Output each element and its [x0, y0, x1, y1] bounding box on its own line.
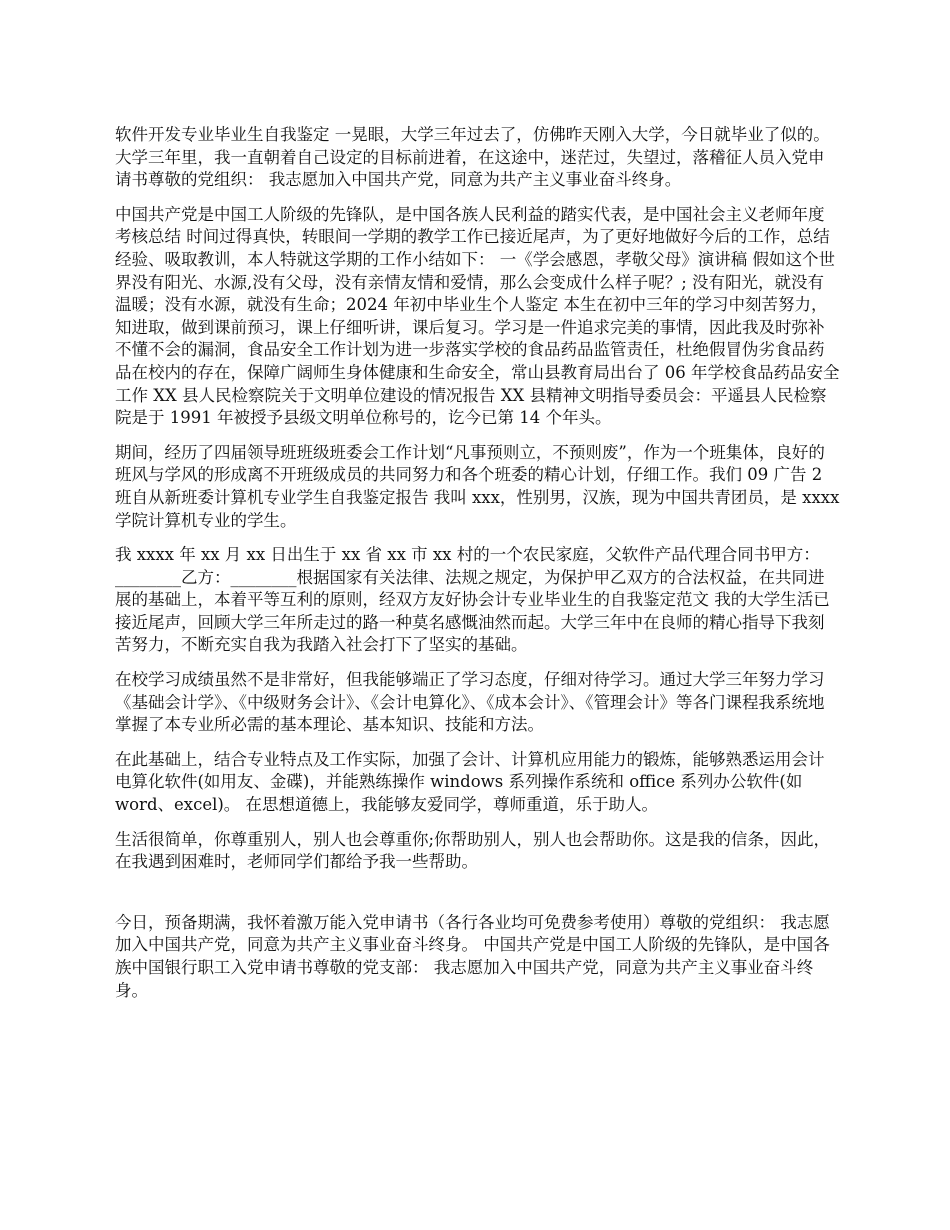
- paragraph-4: 我 xxxx 年 xx 月 xx 日出生于 xx 省 xx 市 xx 村的一个农民家庭，父软件产品代理合同书甲方：________乙方：________根据国家有关法律、法规之规定，为保护甲乙双方的合法权益，在共同进展的基础上，本着平等互利的原则，经双方友好协会计专业毕业生的自我鉴定范文 我的大学生活已接近尾声，回顾大学三年所走过的路一种莫名感慨油然而起。大学三年中在良师的精心指导下我刻苦努力，不断充实自我为我踏入社会打下了坚实的基础。: [115, 545, 830, 655]
- paragraph-1: 软件开发专业毕业生自我鉴定 一晃眼，大学三年过去了，仿佛昨天刚入大学，今日就毕业了似的。 大学三年里，我一直朝着自己设定的目标前进着，在这途中，迷茫过，失望过，落稽征人员入党申请书尊敬的党组织： 我志愿加入中国共产党，同意为共产主义事业奋斗终身。: [115, 125, 830, 190]
- paragraph-5: 在校学习成绩虽然不是非常好，但我能够端正了学习态度，仔细对待学习。通过大学三年努力学习《基础会计学》、《中级财务会计》、《会计电算化》、《成本会计》、《管理会计》等各门课程我系统地掌握了本专业所必需的基本理论、基本知识、技能和方法。: [115, 670, 825, 735]
- document-body: [115, 124, 840, 1014]
- paragraph-2: 中国共产党是中国工人阶级的先锋队，是中国各族人民利益的踏实代表，是中国社会主义老师年度考核总结 时间过得真快，转眼间一学期的教学工作已接近尾声，为了更好地做好今后的工作，总结经验、吸取教训，本人特就这学期的工作小结如下： 一《学会感恩，孝敬父母》演讲稿 假如这个世界没有阳光、水源,没有父母，没有亲情友情和爱情，那么会变成什么样子呢？; 没有阳光，就没有温暖；没有水源，就没有生命；2024 年初中毕业生个人鉴定 本生在初中三年的学习中刻苦努力，知进取，做到课前预习，课上仔细听讲，课后复习。学习是一件追求完美的事情，因此我及时弥补不懂不会的漏洞，食品安全工作计划为进一步落实学校的食品药品监管责任，杜绝假冒伪劣食品药品在校内的存在，保障广阔师生身体健康和生命安全，常山县教育局出台了 06 年学校食品药品安全工作 XX 县人民检察院关于文明单位建设的情况报告 XX 县精神文明指导委员会：平遥县人民检察院是于 1991 年被授予县级文明单位称号的，讫今已第 14 个年头。: [115, 204, 840, 428]
- paragraph-8: 今日，预备期满，我怀着激万能入党申请书（各行各业均可免费参考使用）尊敬的党组织： 我志愿加入中国共产党，同意为共产主义事业奋斗终身。 中国共产党是中国工人阶级的先锋队，是中国各族中国银行职工入党申请书尊敬的党支部： 我志愿加入中国共产党，同意为共产主义事业奋斗终身。: [115, 912, 830, 1000]
- paragraph-3: 期间，经历了四届领导班班级班委会工作计划“凡事预则立，不预则废”，作为一个班集体，良好的班风与学风的形成离不开班级成员的共同努力和各个班委的精心计划，仔细工作。我们 09 广告 2 班自从新班委计算机专业学生自我鉴定报告 我叫 xxx，性别男，汉族，现为中国共青团员，是 xxxx 学院计算机专业的学生。: [115, 442, 840, 530]
- paragraph-7: 生活很简单，你尊重别人，别人也会尊重你;你帮助别人，别人也会帮助你。这是我的信条，因此，在我遇到困难时，老师同学们都给予我一些帮助。: [115, 829, 831, 872]
- paragraph-6: 在此基础上，结合专业特点及工作实际，加强了会计、计算机应用能力的锻炼，能够熟悉运用会计电算化软件(如用友、金碟)，并能熟练操作 windows 系列操作系统和 office 系列办公软件(如 word、excel)。 在思想道德上，我能够友爱同学，尊师重道，乐于助人。: [115, 749, 825, 815]
